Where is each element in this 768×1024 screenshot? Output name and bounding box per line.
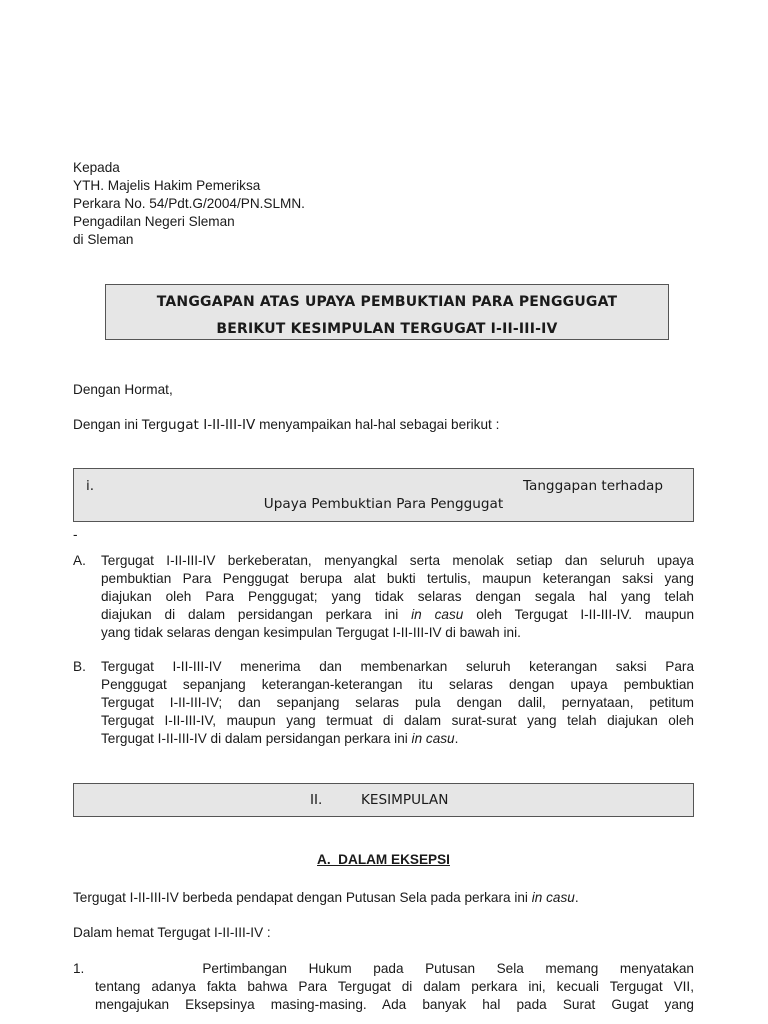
address-line: Kepada xyxy=(73,160,120,175)
list-label: A. xyxy=(73,553,86,568)
section-title: Tanggapan terhadap xyxy=(522,478,663,494)
text-line: yang tidak selaras dengan kesimpulan Tergugat I-II-III-IV di bawah ini. xyxy=(101,625,521,640)
list-item-a xyxy=(73,552,694,642)
section-title: Upaya Pembuktian Para Penggugat xyxy=(263,496,504,512)
text-line xyxy=(73,960,694,978)
section-number: II. xyxy=(310,792,323,808)
text-span: Tergugat I-II-III-IV berbeda pendapat dengan Putusan Sela pada perkara ini xyxy=(73,890,532,905)
greeting: Dengan Hormat, xyxy=(73,382,173,397)
section-heading-2 xyxy=(73,783,694,817)
numbered-item-1 xyxy=(73,960,694,1014)
title-line-1: TANGGAPAN ATAS UPAYA PEMBUKTIAN PARA PENGGUGAT xyxy=(156,294,618,310)
text-line: mengajukan Eksepsinya masing-masing. Ada banyak hal pada Surat Gugat yang xyxy=(95,997,694,1012)
intro-text: Dengan ini Terg xyxy=(73,417,168,432)
dash-marker: - xyxy=(73,527,78,542)
text-span: Pertimbangan Hukum pada Putusan Sela memang menyatakan xyxy=(202,961,694,976)
paragraph xyxy=(73,889,579,907)
address-line: Perkara No. 54/Pdt.G/2004/PN.SLMN. xyxy=(73,196,305,211)
intro-text: menyampaikan hal-hal sebagai berikut : xyxy=(255,417,500,432)
document-title-box xyxy=(105,284,669,340)
text-line: Tergugat I-II-III-IV menerima dan membenarkan seluruh keterangan saksi Para xyxy=(101,659,694,674)
text-span: diajukan di dalam persidangan perkara ini xyxy=(101,607,412,622)
list-body xyxy=(101,552,694,642)
italic-text: in casu xyxy=(411,607,464,622)
text-line: Tergugat I-II-III-IV berkeberatan, menyangkal serta menolak setiap dan seluruh upaya xyxy=(101,553,694,568)
paragraph: Dalam hemat Tergugat I-II-III-IV : xyxy=(73,925,271,940)
intro-text: ugat I-II-III-IV xyxy=(167,417,256,433)
text-span: oleh Tergugat I-II-III-IV. maupun xyxy=(463,607,695,622)
text-line: Tergugat I-II-III-IV, maupun yang termuat di dalam surat-surat yang telah diajukan oleh xyxy=(101,713,694,728)
text-line: tentang adanya fakta bahwa Para Tergugat di dalam perkara ini, kecuali Tergugat VII, xyxy=(95,979,694,994)
text-line xyxy=(101,730,694,748)
text-line: diajukan oleh Para Penggugat; yang tidak selaras dengan segala hal yang telah xyxy=(101,589,694,604)
address-line: YTH. Majelis Hakim Pemeriksa xyxy=(73,178,261,193)
section-title: KESIMPULAN xyxy=(361,792,449,808)
text-line xyxy=(101,606,694,624)
italic-text: in casu xyxy=(531,890,575,905)
address-line: Pengadilan Negeri Sleman xyxy=(73,214,235,229)
list-body xyxy=(101,658,694,748)
text-span: . xyxy=(574,890,579,905)
section-number: i. xyxy=(86,478,95,494)
text-line: pembuktian Para Penggugat berupa alat bukti tertulis, maupun keterangan saksi yang xyxy=(101,571,694,586)
text-line: Penggugat sepanjang keterangan-keterangan itu selaras dengan upaya pembuktian xyxy=(101,677,694,692)
section-heading-1 xyxy=(73,468,694,522)
subheading-dalam-eksepsi: A. DALAM EKSEPSI xyxy=(317,852,450,867)
list-item-b xyxy=(73,658,694,748)
italic-text: in casu xyxy=(411,731,455,746)
list-label: 1. xyxy=(73,961,85,976)
title-line-2: BERIKUT KESIMPULAN TERGUGAT I-II-III-IV xyxy=(216,321,558,337)
intro-paragraph xyxy=(73,416,499,434)
text-span: . xyxy=(454,731,459,746)
text-line: Tergugat I-II-III-IV; dan sepanjang selaras pula dengan dalil, pernyataan, petitum xyxy=(101,695,694,710)
address-line: di Sleman xyxy=(73,232,134,247)
list-label: B. xyxy=(73,659,86,674)
recipient-address xyxy=(73,159,305,249)
text-span: Tergugat I-II-III-IV di dalam persidangan perkara ini xyxy=(101,731,412,746)
